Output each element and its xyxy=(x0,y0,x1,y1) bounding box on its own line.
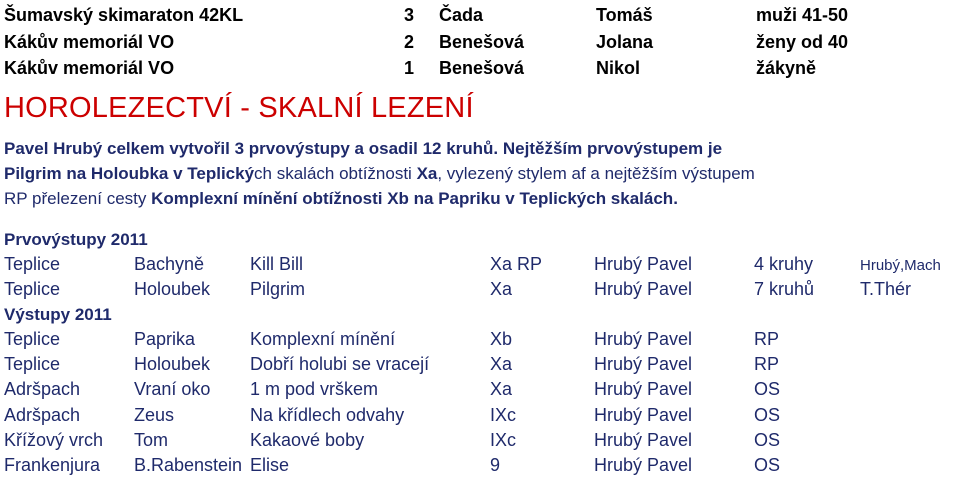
style: RP xyxy=(754,354,780,374)
event-name: Kákův memoriál VO xyxy=(4,32,175,52)
route: Elise xyxy=(250,455,290,475)
summary-line-1 xyxy=(4,139,722,159)
climber: Hrubý Pavel xyxy=(594,329,693,349)
first-ascents-heading: Prvovýstupy 2011 xyxy=(4,230,148,249)
climber: Hrubý Pavel xyxy=(594,279,693,299)
route: Kill Bill xyxy=(250,254,304,274)
summary-line-2 xyxy=(4,164,755,184)
grade: 9 xyxy=(490,455,501,475)
climber: Hrubý Pavel xyxy=(594,430,693,450)
route: 1 m pod vrškem xyxy=(250,379,379,399)
rock: Holoubek xyxy=(134,354,211,374)
summary-text: , vylezený stylem af a nejtěžším výstupem xyxy=(437,164,755,183)
surname: Benešová xyxy=(439,58,525,78)
climber: Hrubý Pavel xyxy=(594,405,693,425)
grade: Xa RP xyxy=(490,254,543,274)
summary-text: Pilgrim na Holoubka v Teplický xyxy=(4,164,255,183)
grade: Xb xyxy=(490,329,513,349)
section-title: HOROLEZECTVÍ - SKALNÍ LEZENÍ xyxy=(4,92,474,124)
category: muži 41-50 xyxy=(756,5,849,25)
area: Adršpach xyxy=(4,379,81,399)
route: Dobří holubi se vracejí xyxy=(250,354,430,374)
summary-text: RP přelezení cesty xyxy=(4,189,152,208)
route: Kakaové boby xyxy=(250,430,365,450)
route: Na křídlech odvahy xyxy=(250,405,405,425)
rock: Bachyně xyxy=(134,254,205,274)
partner: Hrubý,Mach xyxy=(860,257,941,274)
style: RP xyxy=(754,329,780,349)
grade: Xa xyxy=(490,279,513,299)
summary-text: ch skalách obtížnosti xyxy=(254,164,417,183)
area: Teplice xyxy=(4,254,61,274)
rock: Holoubek xyxy=(134,279,211,299)
first-name: Tomáš xyxy=(596,5,653,25)
summary-line-3 xyxy=(4,189,678,209)
surname: Benešová xyxy=(439,32,525,52)
style: OS xyxy=(754,455,781,475)
event-name: Kákův memoriál VO xyxy=(4,58,175,78)
ascents-heading: Výstupy 2011 xyxy=(4,305,112,324)
place: 1 xyxy=(404,58,415,78)
route: Komplexní mínění xyxy=(250,329,396,349)
first-name: Nikol xyxy=(596,58,641,78)
summary-text: Komplexní mínění obtížnosti Xb na Papriku v Teplických skalách. xyxy=(151,189,678,208)
rock: Vraní oko xyxy=(134,379,211,399)
climber: Hrubý Pavel xyxy=(594,254,693,274)
rock: Tom xyxy=(134,430,169,450)
category: ženy od 40 xyxy=(756,32,849,52)
style: OS xyxy=(754,430,781,450)
bolts: 7 kruhů xyxy=(754,279,815,299)
route: Pilgrim xyxy=(250,279,306,299)
area: Teplice xyxy=(4,279,61,299)
summary-text: Xa xyxy=(416,164,438,183)
climber: Hrubý Pavel xyxy=(594,455,693,475)
climber: Hrubý Pavel xyxy=(594,354,693,374)
place: 3 xyxy=(404,5,415,25)
first-name: Jolana xyxy=(596,32,654,52)
area: Adršpach xyxy=(4,405,81,425)
surname: Čada xyxy=(439,5,484,25)
style: OS xyxy=(754,405,781,425)
area: Teplice xyxy=(4,354,61,374)
area: Teplice xyxy=(4,329,61,349)
grade: IXc xyxy=(490,430,517,450)
category: žákyně xyxy=(756,58,817,78)
area: Křížový vrch xyxy=(4,430,104,450)
style: OS xyxy=(754,379,781,399)
rock: Paprika xyxy=(134,329,196,349)
partner: T.Thér xyxy=(860,279,912,299)
bolts: 4 kruhy xyxy=(754,254,814,274)
grade: Xa xyxy=(490,354,513,374)
grade: Xa xyxy=(490,379,513,399)
area: Frankenjura xyxy=(4,455,101,475)
rock: B.Rabenstein xyxy=(134,455,243,475)
rock: Zeus xyxy=(134,405,175,425)
event-name: Šumavský skimaraton 42KL xyxy=(4,5,244,25)
climber: Hrubý Pavel xyxy=(594,379,693,399)
summary-text: Pavel Hrubý celkem vytvořil 3 prvovýstupy a osadil 12 kruhů. Nejtěžším prvovýstupem je xyxy=(4,139,723,158)
grade: IXc xyxy=(490,405,517,425)
place: 2 xyxy=(404,32,415,52)
